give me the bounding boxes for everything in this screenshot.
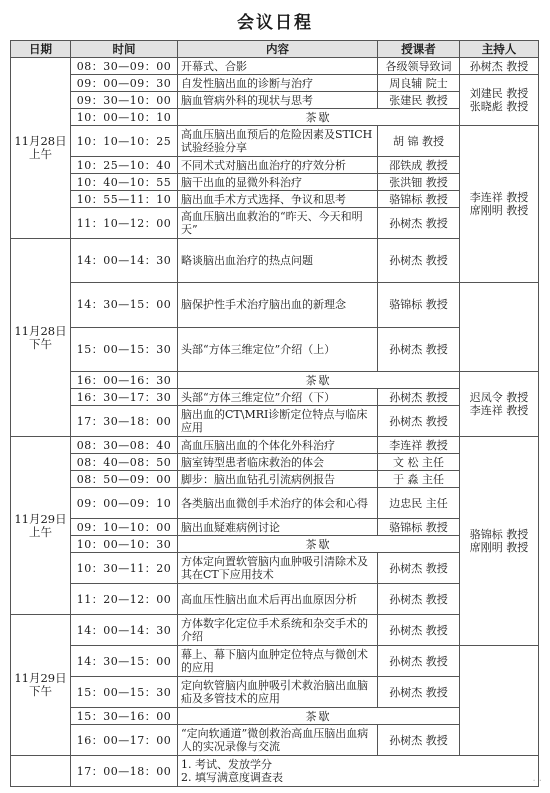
content-cell: 脑室铸型患者临床救治的体会 — [178, 454, 378, 471]
table-row — [11, 389, 539, 406]
table-row — [11, 372, 539, 389]
table-row — [11, 553, 539, 584]
page-title: 会议日程 — [237, 13, 313, 33]
tea-break-cell: 茶歇 — [178, 536, 460, 553]
host-cell — [460, 372, 539, 437]
lecturer-cell: 邵铁成 教授 — [378, 157, 460, 174]
time-cell: 15：30—16：00 — [71, 708, 178, 725]
time-cell: 10：55—11：10 — [71, 191, 178, 208]
host-name: 刘建民 教授 — [469, 87, 529, 100]
time-cell: 10：10—10：25 — [71, 126, 178, 157]
host-name: 孙树杰 教授 — [469, 59, 529, 73]
date-line: 11月28日 — [14, 134, 67, 148]
lecturer-cell: 边忠民 主任 — [378, 488, 460, 519]
header-lecturer: 授课者 — [378, 41, 460, 58]
date-line: 11月29日 — [14, 671, 67, 685]
header-row — [11, 41, 539, 58]
table-row — [11, 406, 539, 437]
lecturer-cell: 孙树杰 教授 — [378, 615, 460, 646]
table-row — [11, 109, 539, 126]
table-row — [11, 725, 539, 756]
content-cell: 高血压脑出血预后的危险因素及STICH试验经验分享 — [178, 126, 378, 157]
lecturer-cell: 孙树杰 教授 — [378, 239, 460, 283]
header-time: 时间 — [71, 41, 178, 58]
lecturer-cell: 孙树杰 教授 — [378, 584, 460, 615]
table-row — [11, 75, 539, 92]
table-row — [11, 437, 539, 454]
header-host: 主持人 — [460, 41, 539, 58]
host-name: 席刚明 教授 — [469, 204, 529, 218]
date-line: 下午 — [29, 684, 52, 698]
date-cell — [11, 58, 71, 239]
content-cell: 高血压脑出血的个体化外科治疗 — [178, 437, 378, 454]
table-row — [11, 677, 539, 708]
table-row — [11, 536, 539, 553]
table-row — [11, 126, 539, 157]
content-cell: 脚步：脑出血钻孔引流病例报告 — [178, 471, 378, 488]
time-cell: 15：00—15：30 — [71, 327, 178, 371]
table-row — [11, 208, 539, 239]
content-cell: 幕上、幕下脑内血肿定位特点与微创术的应用 — [178, 646, 378, 677]
lecturer-cell: 各级领导致词 — [378, 58, 460, 75]
content-cell: 脑干出血的显微外科治疗 — [178, 174, 378, 191]
time-cell: 17：00—18：00 — [71, 756, 178, 787]
lecturer-cell: 胡 锦 教授 — [378, 126, 460, 157]
host-name: 迟凤令 教授 — [469, 391, 529, 404]
lecturer-cell: 孙树杰 教授 — [378, 208, 460, 239]
time-cell: 10：40—10：55 — [71, 174, 178, 191]
table-row — [11, 174, 539, 191]
host-cell — [460, 75, 539, 126]
time-cell: 14：00—14：30 — [71, 615, 178, 646]
table-row — [11, 708, 539, 725]
host-name: 李连祥 教授 — [469, 404, 529, 417]
host-name: 张晓彪 教授 — [469, 100, 529, 113]
time-cell: 17：30—18：00 — [71, 406, 178, 437]
time-cell: 16：00—16：30 — [71, 372, 178, 389]
content-cell: 头部“方体三维定位”介绍（下） — [178, 389, 378, 406]
lecturer-cell: 孙树杰 教授 — [378, 389, 460, 406]
date-line: 11月28日 — [14, 323, 67, 338]
content-cell: “定向软通道”微创救治高血压脑出血病人的实况录像与交流 — [178, 725, 378, 756]
final-items-cell — [178, 756, 539, 787]
final-item: 1. 考试、发放学分 — [181, 758, 272, 771]
time-cell: 08：50—09：00 — [71, 471, 178, 488]
final-item: 2. 填写满意度调查表 — [181, 771, 283, 784]
table-row — [11, 327, 539, 371]
time-cell: 08：30—08：40 — [71, 437, 178, 454]
time-cell: 10：00—10：10 — [71, 109, 178, 126]
table-row — [11, 58, 539, 75]
date-line: 下午 — [29, 336, 52, 351]
time-cell: 10：00—10：30 — [71, 536, 178, 553]
table-row — [11, 239, 539, 283]
content-cell: 脑出血的CT\MRI诊断定位特点与临床应用 — [178, 406, 378, 437]
time-cell: 09：00—09：30 — [71, 75, 178, 92]
header-content: 内容 — [178, 41, 378, 58]
date-cell — [11, 437, 71, 615]
lecturer-cell: 张建民 教授 — [378, 92, 460, 109]
lecturer-cell: 周良辅 院士 — [378, 75, 460, 92]
date-cell — [11, 615, 71, 756]
table-row — [11, 471, 539, 488]
time-cell: 09：00—09：10 — [71, 488, 178, 519]
watermark: · · — [532, 776, 542, 787]
tea-break-cell: 茶歇 — [178, 708, 460, 725]
content-cell: 脑出血疑难病例讨论 — [178, 519, 378, 536]
host-cell — [460, 437, 539, 646]
lecturer-cell: 孙树杰 教授 — [378, 725, 460, 756]
lecturer-cell: 孙树杰 教授 — [378, 677, 460, 708]
time-cell: 10：25—10：40 — [71, 157, 178, 174]
date-line: 上午 — [29, 147, 52, 161]
table-row — [11, 488, 539, 519]
date-cell — [11, 239, 71, 437]
time-cell: 08：40—08：50 — [71, 454, 178, 471]
time-cell: 11：20—12：00 — [71, 584, 178, 615]
table-row — [11, 454, 539, 471]
table-row-final — [11, 756, 539, 787]
time-cell: 09：30—10：00 — [71, 92, 178, 109]
time-cell: 16：00—17：00 — [71, 725, 178, 756]
content-cell: 高血压性脑出血术后再出血原因分析 — [178, 584, 378, 615]
content-cell: 头部“方体三维定位”介绍（上） — [178, 327, 378, 371]
table-row — [11, 191, 539, 208]
content-cell: 不同术式对脑出血治疗的疗效分析 — [178, 157, 378, 174]
date-line: 上午 — [29, 524, 52, 539]
table-row — [11, 157, 539, 174]
lecturer-cell: 骆锦标 教授 — [378, 519, 460, 536]
content-cell: 方体定向置软管脑内血肿吸引清除术及其在CT下应用技术 — [178, 553, 378, 584]
content-cell: 脑保护性手术治疗脑出血的新理念 — [178, 283, 378, 327]
lecturer-cell: 孙树杰 教授 — [378, 553, 460, 584]
content-cell: 略谈脑出血治疗的热点问题 — [178, 239, 378, 283]
content-cell: 开幕式、合影 — [178, 58, 378, 75]
lecturer-cell: 孙树杰 教授 — [378, 327, 460, 371]
time-cell: 14：00—14：30 — [71, 239, 178, 283]
empty-date-cell — [11, 756, 71, 787]
host-cell — [460, 58, 539, 75]
table-row — [11, 646, 539, 677]
time-cell: 09：10—10：00 — [71, 519, 178, 536]
schedule-body — [11, 58, 539, 787]
content-cell: 方体数字化定位手术系统和杂交手术的介绍 — [178, 615, 378, 646]
table-row — [11, 519, 539, 536]
lecturer-cell: 于 淼 主任 — [378, 471, 460, 488]
content-cell: 定向软管脑内血肿吸引术救治脑出血脑疝及多管技术的应用 — [178, 677, 378, 708]
host-name: 李连祥 教授 — [469, 191, 529, 205]
tea-break-cell: 茶歇 — [178, 372, 460, 389]
table-row — [11, 584, 539, 615]
lecturer-cell: 文 松 主任 — [378, 454, 460, 471]
header-date: 日期 — [11, 41, 71, 58]
time-cell: 14：30—15：00 — [71, 646, 178, 677]
lecturer-cell: 孙树杰 教授 — [378, 646, 460, 677]
content-cell: 高血压脑出血救治的“昨天、今天和明天” — [178, 208, 378, 239]
table-row — [11, 615, 539, 646]
host-cell — [460, 126, 539, 283]
lecturer-cell: 张洪钿 教授 — [378, 174, 460, 191]
lecturer-cell: 骆锦标 教授 — [378, 191, 460, 208]
date-line: 11月29日 — [14, 511, 67, 526]
table-row — [11, 92, 539, 109]
time-cell: 15：00—15：30 — [71, 677, 178, 708]
tea-break-cell: 茶歇 — [178, 109, 460, 126]
time-cell: 11：10—12：00 — [71, 208, 178, 239]
host-name: 席刚明 教授 — [469, 541, 529, 554]
lecturer-cell: 李连祥 教授 — [378, 437, 460, 454]
time-cell: 16：30—17：30 — [71, 389, 178, 406]
schedule-table — [10, 40, 539, 787]
host-name: 骆锦标 教授 — [469, 528, 529, 541]
lecturer-cell: 骆锦标 教授 — [378, 283, 460, 327]
time-cell: 10：30—11：20 — [71, 553, 178, 584]
time-cell: 08：30—09：00 — [71, 58, 178, 75]
content-cell: 各类脑出血微创手术治疗的体会和心得 — [178, 488, 378, 519]
time-cell: 14：30—15：00 — [71, 283, 178, 327]
table-row — [11, 283, 539, 327]
content-cell: 脑血管病外科的现状与思考 — [178, 92, 378, 109]
content-cell: 自发性脑出血的诊断与治疗 — [178, 75, 378, 92]
content-cell: 脑出血手术方式选择、争议和思考 — [178, 191, 378, 208]
lecturer-cell: 孙树杰 教授 — [378, 406, 460, 437]
